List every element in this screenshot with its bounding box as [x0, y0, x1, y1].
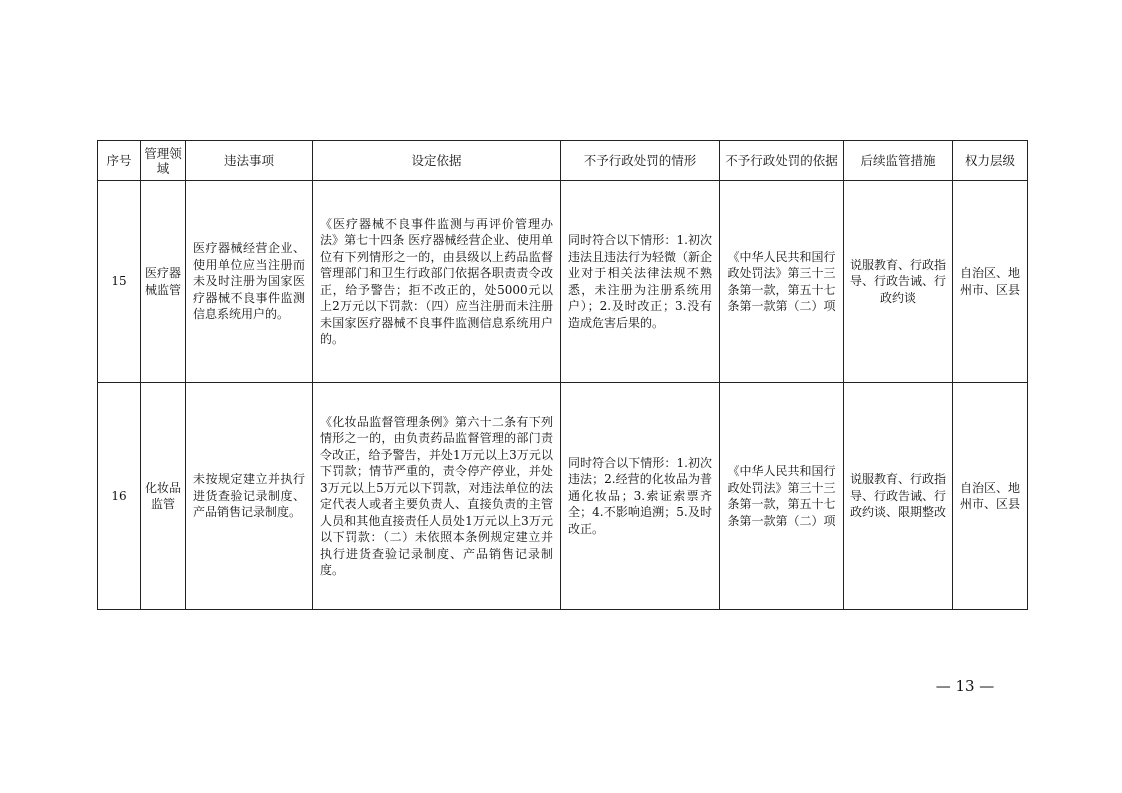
legal-basis: 《化妆品监督管理条例》第六十二条有下列情形之一的，由负责药品监督管理的部门责令改正，给予警告，并处1万元以上3万元以下罚款；情节严重的，责令停产停业，并处3万元以上5万元以下罚款，对违法单位的法定代表人或者主要负责人、直接负责的主管人员和其他直接责任人员处1万元以上3万元以下罚款：（二）未依照本条例规定建立并执行进货查验记录制度、产品销售记录制度。	[313, 383, 561, 610]
legal-basis: 《医疗器械不良事件监测与再评价管理办法》第七十四条 医疗器械经营企业、使用单位有下列情形之一的，由县级以上药品监督管理部门和卫生行政部门依据各职责责令改正，给予警告；拒不改正的，处5000元以上2万元以下罚款：（四）应当注册而未注册未国家医疗器械不良事件监测信息系统用户的。	[313, 181, 561, 383]
header-cell: 不予行政处罚的依据	[720, 141, 844, 181]
management-domain: 医疗器械监管	[141, 181, 186, 383]
header-cell: 不予行政处罚的情形	[561, 141, 720, 181]
exemption-condition: 同时符合以下情形：1.初次违法；2.经营的化妆品为普通化妆品；3.索证索票齐全；4.不影响追溯；5.及时改正。	[561, 383, 720, 610]
header-cell: 序号	[98, 141, 141, 181]
header-cell: 违法事项	[186, 141, 313, 181]
header-cell: 后续监管措施	[844, 141, 953, 181]
table-row	[98, 181, 1028, 383]
regulation-table	[97, 140, 1028, 610]
authority-level: 自治区、地州市、区县	[953, 181, 1028, 383]
authority-level: 自治区、地州市、区县	[953, 383, 1028, 610]
violation-item: 未按规定建立并执行进货查验记录制度、产品销售记录制度。	[186, 383, 313, 610]
management-domain: 化妆品监管	[141, 383, 186, 610]
exemption-basis: 《中华人民共和国行政处罚法》第三十三条第一款，第五十七条第一款第（二）项	[720, 383, 844, 610]
violation-item: 医疗器械经营企业、使用单位应当注册而未及时注册为国家医疗器械不良事件监测信息系统用户的。	[186, 181, 313, 383]
header-cell: 权力层级	[953, 141, 1028, 181]
table-row	[98, 383, 1028, 610]
row-number: 15	[98, 181, 141, 383]
header-cell: 管理领域	[141, 141, 186, 181]
page-number: — 13 —	[935, 677, 995, 695]
table-header-row	[98, 141, 1028, 181]
header-cell: 设定依据	[313, 141, 561, 181]
exemption-condition: 同时符合以下情形：1.初次违法且违法行为轻微（新企业对于相关法律法规不熟悉，未注册为注册系统用户）；2.及时改正；3.没有造成危害后果的。	[561, 181, 720, 383]
exemption-basis: 《中华人民共和国行政处罚法》第三十三条第一款，第五十七条第一款第（二）项	[720, 181, 844, 383]
follow-up-measures: 说服教育、行政指导、行政告诫、行政约谈	[844, 181, 953, 383]
row-number: 16	[98, 383, 141, 610]
follow-up-measures: 说服教育、行政指导、行政告诫、行政约谈、限期整改	[844, 383, 953, 610]
